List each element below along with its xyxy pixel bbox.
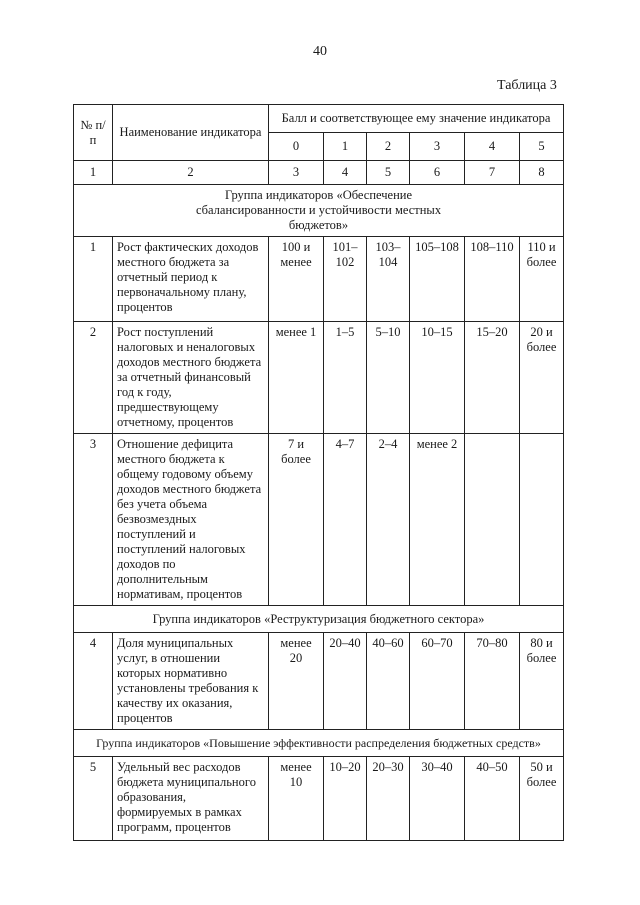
- group-row: [74, 185, 564, 237]
- value-cell: 1–5: [324, 322, 367, 434]
- indicator-name: Доля муниципальных услуг, в отношении которых нормативно установлены требования к качеству их оказания, процентов: [113, 633, 269, 730]
- header-name: Наименование индикатора: [113, 105, 269, 161]
- value-cell: 105–108: [410, 237, 465, 322]
- table-title: Таблица 3: [497, 78, 557, 93]
- row-number: 3: [74, 434, 113, 606]
- column-number: 3: [269, 161, 324, 185]
- row-number: 1: [74, 237, 113, 322]
- value-cell: 60–70: [410, 633, 465, 730]
- value-cell: менее 20: [269, 633, 324, 730]
- column-number: 6: [410, 161, 465, 185]
- value-cell: 4–7: [324, 434, 367, 606]
- column-number: 7: [465, 161, 520, 185]
- value-cell: 30–40: [410, 757, 465, 841]
- value-cell: 20 и более: [520, 322, 564, 434]
- value-cell: 5–10: [367, 322, 410, 434]
- value-cell: 40–50: [465, 757, 520, 841]
- value-cell: менее 10: [269, 757, 324, 841]
- indicator-name: Рост поступлений налоговых и неналоговых доходов местного бюджета за отчетный финансовый год к году, предшествующему отчетному, процентов: [113, 322, 269, 434]
- column-number: 8: [520, 161, 564, 185]
- header-scores-title: Балл и соответствующее ему значение индикатора: [269, 105, 564, 133]
- value-cell: менее 1: [269, 322, 324, 434]
- value-cell: 20–40: [324, 633, 367, 730]
- value-cell: 15–20: [465, 322, 520, 434]
- indicator-name: Удельный вес расходов бюджета муниципального образования, формируемых в рамках программ, процентов: [113, 757, 269, 841]
- table-row: [74, 322, 564, 434]
- row-number: 5: [74, 757, 113, 841]
- column-number: 4: [324, 161, 367, 185]
- value-cell: 101–102: [324, 237, 367, 322]
- score-header: 2: [367, 133, 410, 161]
- group-title: Группа индикаторов «Повышение эффективности распределения бюджетных средств»: [74, 730, 564, 757]
- row-number: 2: [74, 322, 113, 434]
- table-row: [74, 434, 564, 606]
- indicator-name: Рост фактических доходов местного бюджета за отчетный период к первоначальному плану, процентов: [113, 237, 269, 322]
- score-header: 4: [465, 133, 520, 161]
- column-number: 2: [113, 161, 269, 185]
- value-cell: 100 и менее: [269, 237, 324, 322]
- value-cell: [465, 434, 520, 606]
- score-header: 3: [410, 133, 465, 161]
- value-cell: 2–4: [367, 434, 410, 606]
- group-title: Группа индикаторов «Обеспечение сбалансированности и устойчивости местных бюджетов»: [74, 185, 564, 237]
- value-cell: 70–80: [465, 633, 520, 730]
- value-cell: 80 и более: [520, 633, 564, 730]
- table-row: [74, 237, 564, 322]
- value-cell: 50 и более: [520, 757, 564, 841]
- value-cell: 110 и более: [520, 237, 564, 322]
- value-cell: 20–30: [367, 757, 410, 841]
- score-header: 1: [324, 133, 367, 161]
- group-row: [74, 730, 564, 757]
- value-cell: 108–110: [465, 237, 520, 322]
- value-cell: 7 и более: [269, 434, 324, 606]
- group-title: Группа индикаторов «Реструктуризация бюджетного сектора»: [74, 606, 564, 633]
- column-number: 5: [367, 161, 410, 185]
- header-num: № п/п: [74, 105, 113, 161]
- value-cell: 10–15: [410, 322, 465, 434]
- value-cell: 10–20: [324, 757, 367, 841]
- value-cell: [520, 434, 564, 606]
- indicators-table: [73, 104, 564, 841]
- value-cell: 40–60: [367, 633, 410, 730]
- group-row: [74, 606, 564, 633]
- table-row: [74, 633, 564, 730]
- value-cell: 103–104: [367, 237, 410, 322]
- row-number: 4: [74, 633, 113, 730]
- score-header: 0: [269, 133, 324, 161]
- indicator-name: Отношение дефицита местного бюджета к общему годовому объему доходов местного бюджета без учета объема безвозмездных поступлений и поступлений налоговых доходов по дополнительным нормативам, процентов: [113, 434, 269, 606]
- page-number: 40: [313, 44, 327, 59]
- column-number: 1: [74, 161, 113, 185]
- table-row: [74, 757, 564, 841]
- score-header: 5: [520, 133, 564, 161]
- value-cell: менее 2: [410, 434, 465, 606]
